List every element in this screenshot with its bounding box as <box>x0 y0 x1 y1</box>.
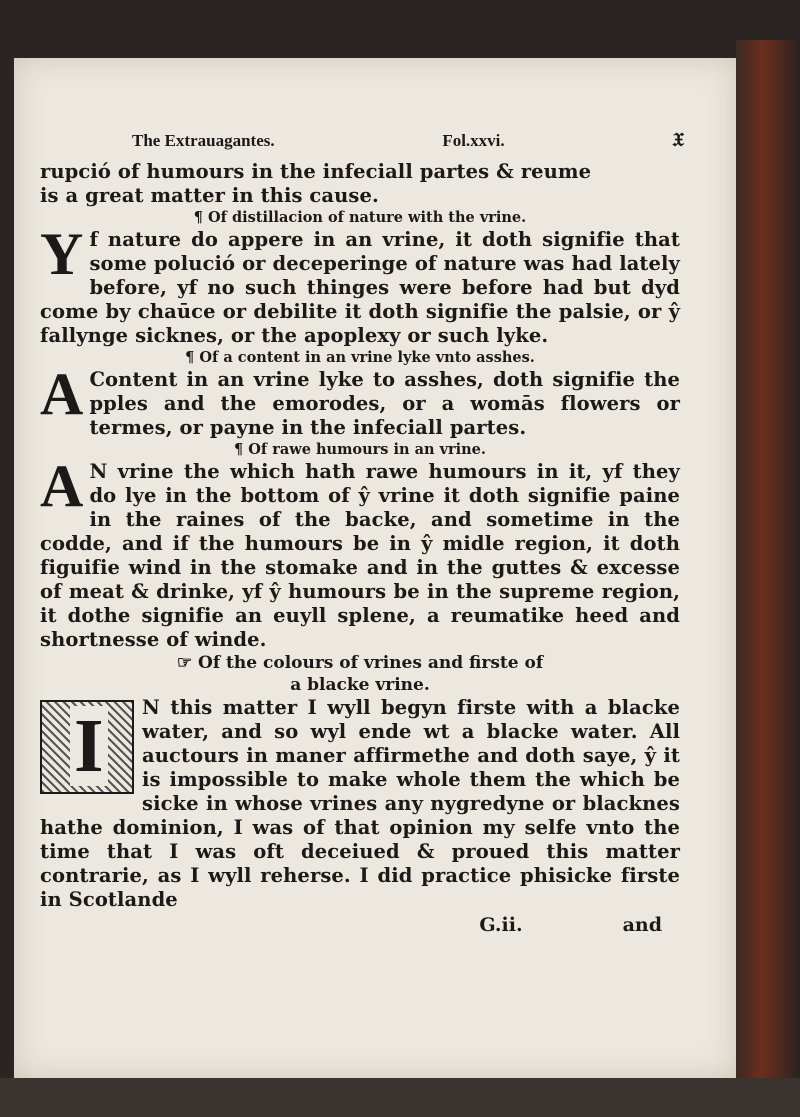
text-line: rupció of humours in the infeciall partes & reume <box>40 160 592 183</box>
heading-line: a blacke vrine. <box>290 675 430 695</box>
section-heading: ¶ Of distillacion of nature with the vrine. <box>193 209 527 226</box>
running-title: The Extrauagantes. <box>132 131 275 150</box>
heading-mark-icon: ☞ <box>176 653 199 673</box>
woodcut-initial <box>40 700 134 794</box>
paragraph-body: f nature do appere in an vrine, it doth signifie that some polució or deceperinge of nature was had lately before, yf no such thinges were before had but dyd come by chaūce or debilite it doth signifie the palsie, or ŷ fallynge sicknes, or the apoplexy or such lyke. <box>40 228 680 347</box>
text-line: is a great matter in this cause. <box>40 184 379 207</box>
section-heading: ¶ Of rawe humours in an vrine. <box>234 441 486 458</box>
drop-initial: A <box>40 361 84 427</box>
drop-initial: Y <box>40 221 84 287</box>
page-footer <box>40 914 680 936</box>
page-text <box>40 130 684 936</box>
book-edge <box>736 40 800 1117</box>
signature-mark: G.ii. <box>479 914 523 936</box>
section-heading <box>40 652 680 696</box>
running-header <box>132 130 684 160</box>
paragraph-body: N this matter I wyll begyn firste with a blacke water, and so wyl ende wt a blacke water. All auctours in maner affirmethe and doth saye, ŷ it is impossible to make whole them the which be sicke in whose vrines any nygredyne or blacknes hathe dominion, I was of that opinion my selfe vnto the time that I was oft deceiued & proued this matter contrarie, as I wyll reherse. I did practice phisicke firste in Scotlande <box>40 696 680 911</box>
catchword: and <box>622 914 662 936</box>
paragraph <box>40 361 680 440</box>
paragraph <box>40 696 680 912</box>
folio-number: Fol.xxvi. <box>442 131 505 150</box>
signature-mark: 𝔛 <box>672 130 684 151</box>
scan-bottom-band <box>0 1078 800 1117</box>
paragraph-body: N vrine the which hath rawe humours in it, yf they do lye in the bottom of ŷ vrine it doth signifie paine in the raines of the backe, and sometime in the codde, and if the humours be in ŷ midle region, it doth figuifie wind in the stomake and in the guttes & excesse of meat & drinke, yf ŷ humours be in the supreme region, it dothe signifie an euyll splene, a reumatike heed and shortnesse of winde. <box>40 460 680 651</box>
paragraph <box>40 221 680 348</box>
paragraph-body: Content in an vrine lyke to asshes, doth signifie the pples and the emorodes, or a womās flowers or termes, or payne in the infeciall partes. <box>89 368 680 439</box>
section-heading: ¶ Of a content in an vrine lyke vnto asshes. <box>185 349 535 366</box>
drop-initial: I <box>70 706 108 786</box>
heading-line: Of the colours of vrines and firste of <box>198 653 544 673</box>
paragraph <box>40 453 680 652</box>
drop-initial: A <box>40 453 84 519</box>
